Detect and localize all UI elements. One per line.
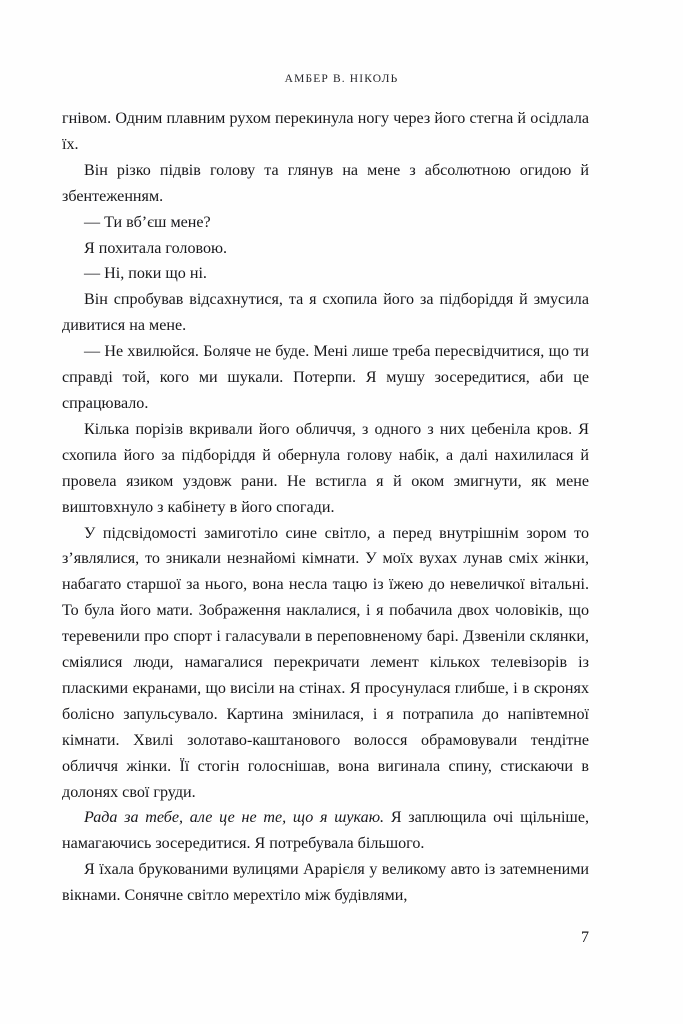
paragraph-text: — Ні, поки що ні. [84, 265, 207, 283]
paragraph [62, 106, 589, 158]
paragraph-text: У підсвідомості замиготіло сине світло, а перед внутрішнім зором то з’являлися, то зникали незнайомі кімнати. У моїх вухах лунав сміх жінки, набагато старшої за нього, вона несла тацю із їжею до невеличкої вітальні. То була його мати. Зображення наклалися, і я побачила двох чоловіків, що теревенили про спорт і галасували в переповненому барі. Дзвеніли склянки, сміялися люди, намагалися перекричати лемент кількох телевізорів із пласкими екранами, що висіли на стінах. Я просунулася глибше, і в скронях болісно запульсувало. Картина змінилася, і я потрапила до напівтемної кімнати. Хвилі золотаво-каштанового волосся обрамовували тендітне обличчя жінки. Її стогін голоснішав, вона вигинала спину, стискаючи в долонях свої груди. [62, 524, 589, 801]
paragraph-text: — Не хвилюйся. Боляче не буде. Мені лише треба пересвідчитися, що ти справді той, кого ми шукали. Потерпи. Я мушу зосередитися, аби це спрацювало. [62, 343, 589, 412]
paragraph-text: Він різко підвів голову та глянув на мене з абсолютною огидою й збентеженням. [62, 161, 589, 205]
paragraph-text: гнівом. Одним плавним рухом перекинула ногу через його стегна й осідлала їх. [62, 110, 589, 153]
dialogue-line [62, 261, 589, 287]
page-number: 7 [581, 929, 589, 946]
paragraph [62, 287, 589, 339]
paragraph [62, 158, 589, 210]
running-head: АМБЕР В. НІКОЛЬ [284, 73, 399, 85]
paragraph [62, 857, 589, 909]
paragraph-text: Він спробував відсахнутися, та я схопила його за підборіддя й змусила дивитися на мене. [62, 291, 589, 335]
paragraph-text: Кілька порізів вкривали його обличчя, з одного з них цебеніла кров. Я схопила його за підборіддя й обернула голову набік, а далі нахилилася й провела язиком уздовж рани. Не встигла я й оком змигнути, як мене виштовхнуло з кабінету в його спогади. [62, 420, 589, 516]
paragraph-text: Я заплющила очі щільніше, намагаючись зосередитися. Я потребувала більшого. [62, 809, 589, 853]
dialogue-line [62, 339, 589, 417]
paragraph-text: — Ти вб’єш мене? [84, 213, 211, 231]
paragraph-with-italic-lead [62, 805, 589, 857]
paragraph [62, 521, 589, 806]
paragraph [62, 417, 589, 521]
paragraph [62, 236, 589, 262]
dialogue-line [62, 210, 589, 236]
paragraph-text: Я похитала головою. [84, 239, 228, 257]
body-text-column [62, 106, 589, 909]
italic-thought-text: Рада за тебе, але це не те, що я шукаю. [84, 809, 385, 827]
paragraph-text: Я їхала брукованими вулицями Арарієля у великому авто із затемненими вікнами. Сонячне світло мерехтіло між будівлями, [62, 861, 589, 905]
